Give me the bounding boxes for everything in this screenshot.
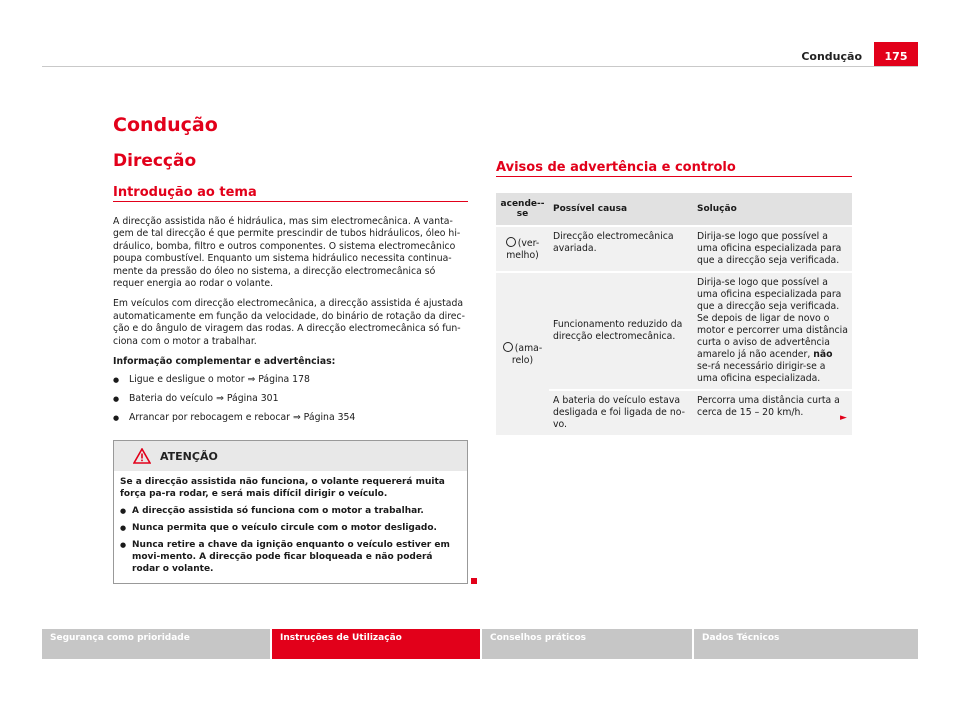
table-row <box>496 272 852 390</box>
right-column <box>496 160 852 437</box>
column-header-cause: Possível causa <box>549 193 693 226</box>
table-row <box>496 226 852 272</box>
solution-text: Dirija-se logo que possível a uma oficina especializada para que a direcção seja verificada. Se depois de ligar de novo o motor e percorrer uma distância curta o aviso de advertência amarelo já não acender, <box>697 277 848 360</box>
intro-paragraph-2: Em veículos com direcção electromecânica, a direcção assistida é ajustada automaticamente em função da velocidade, do binário de rotação da direc-ção e do ângulo de viragem das rodas. A direcção electromecânica só fun-ciona com o motor a trabalhar. <box>113 298 465 347</box>
column-header-solution: Solução <box>693 193 852 226</box>
solution-cell <box>693 272 852 390</box>
steering-warning-icon <box>503 342 513 352</box>
section-end-marker <box>471 578 477 584</box>
cross-reference-link[interactable]: ● Ligue e desligue o motor ⇒ Página 178 <box>113 374 468 386</box>
solution-emphasis: não <box>813 349 833 360</box>
running-header-title: Condução <box>801 50 862 63</box>
info-heading: Informação complementar e advertências: <box>113 356 336 368</box>
warning-body <box>114 471 467 583</box>
warning-lights-heading: Avisos de advertência e controlo <box>496 160 852 177</box>
header-divider <box>42 66 918 67</box>
solution-cell: Dirija-se logo que possível a uma oficina especializada para que a direcção seja verificada. <box>693 226 852 272</box>
solution-cell: Percorra uma distância curta a cerca de 15 – 20 km/h. <box>693 390 852 436</box>
chapter-title: Condução <box>113 114 218 136</box>
warning-header <box>114 441 467 471</box>
cause-cell: Funcionamento reduzido da direcção electromecânica. <box>549 272 693 390</box>
cause-cell: A bateria do veículo estava desligada e foi ligada de no-vo. <box>549 390 693 436</box>
cross-reference-link[interactable]: ● Arrancar por rebocagem e rebocar ⇒ Página 354 <box>113 412 468 424</box>
light-color-label: (ama-relo) <box>511 342 543 366</box>
continued-arrow-icon: ► <box>840 413 847 423</box>
warning-lights-table <box>496 193 852 437</box>
light-cell <box>496 272 549 436</box>
footer-tab-tips[interactable]: Conselhos práticos <box>482 629 692 659</box>
section-title: Direcção <box>113 151 197 171</box>
warning-item: ● Nunca permita que o veículo circule com o motor desligado. <box>120 522 461 534</box>
column-header-light: acende--se <box>496 193 549 226</box>
left-column <box>113 110 468 584</box>
steering-warning-icon <box>506 237 516 247</box>
intro-paragraph-1: A direcção assistida não é hidráulica, mas sim electromecânica. A vanta-gem de tal direcção é que permite prescindir de tubos hidráulicos, óleo hi-dráulico, bomba, filtro e outros componentes. O sistema electromecânico poupa combustível. Enquanto um sistema hidráulico necessita continua-mente da pressão do óleo no sistema, a direcção electromecânica só requer energia ao rodar o volante. <box>113 216 461 290</box>
table-row <box>496 390 852 436</box>
solution-text: se-rá necessário dirigir-se a uma oficina especializada. <box>697 361 826 384</box>
page-number: 175 <box>874 42 918 66</box>
table-header-row <box>496 193 852 226</box>
footer-tab-instructions[interactable]: Instruções de Utilização <box>272 629 480 659</box>
light-cell <box>496 226 549 272</box>
warning-item: ● A direcção assistida só funciona com o motor a trabalhar. <box>120 505 461 517</box>
cross-reference-link[interactable]: ● Bateria do veículo ⇒ Página 301 <box>113 393 468 405</box>
warning-title: ATENÇÃO <box>160 450 218 464</box>
cause-cell: Direcção electromecânica avariada. <box>549 226 693 272</box>
warning-intro: Se a direcção assistida não funciona, o volante requererá muita força pa-ra rodar, e será mais difícil dirigir o veículo. <box>120 477 445 500</box>
footer-tab-safety[interactable]: Segurança como prioridade <box>42 629 270 659</box>
footer-nav <box>42 629 918 659</box>
subsection-title: Introdução ao tema <box>113 185 468 202</box>
warning-triangle-icon <box>133 448 151 464</box>
warning-item: ● Nunca retire a chave da ignição enquanto o veículo estiver em movi-mento. A direcção pode ficar bloqueada e não poderá rodar o volante. <box>120 539 461 575</box>
light-color-label: (ver-melho) <box>506 237 540 261</box>
warning-box <box>113 440 468 584</box>
footer-tab-technical[interactable]: Dados Técnicos <box>694 629 918 659</box>
